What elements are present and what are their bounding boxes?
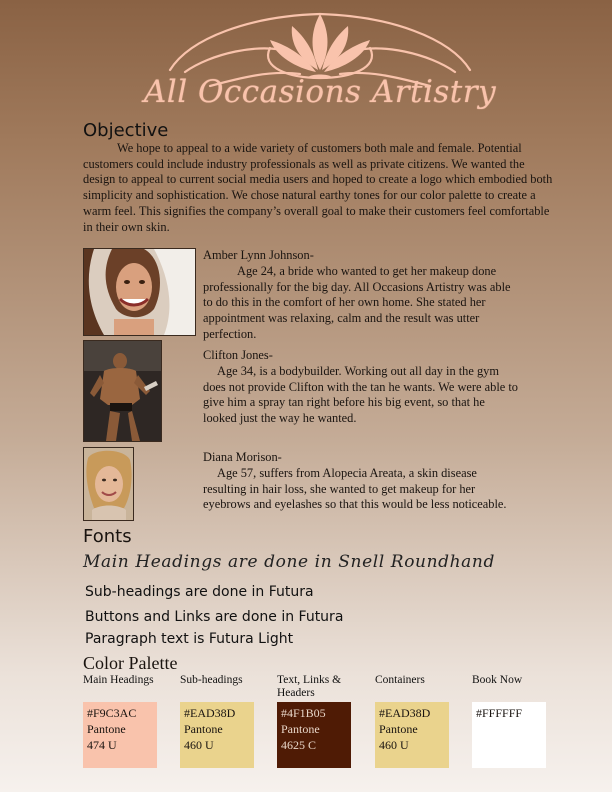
font-spec-buttons-links: Buttons and Links are done in Futura [85,609,344,625]
color-swatch [472,702,546,768]
testimonial-name: Diana Morison- [203,450,282,464]
swatch-label: Book Now [472,674,523,686]
swatch-code: 460 U [379,738,409,752]
swatch-hex: #FFFFFF [476,706,523,720]
woman-portrait-photo [83,447,134,521]
font-spec-main-headings: Main Headings are done in Snell Roundhand [83,552,495,572]
testimonial-name: Amber Lynn Johnson- [203,248,314,262]
objective-paragraph: We hope to appeal to a wide variety of customers both male and female. Potential customers could include industry professionals as well as private citizens. We wanted the design to appeal to current social media users and hoped to create a logo which embodied both simplicity and sophistication. We chose natural earthy tones for our color palette to create a warm feel. This signifies the company’s overall goal to make their customers feel comfortable in their own skin. [83,141,553,234]
color-swatch [83,702,157,768]
swatch-label: Text, Links & Headers [277,674,342,699]
testimonial-name: Clifton Jones- [203,348,273,362]
swatch-pantone: Pantone [281,722,320,736]
color-swatch [375,702,449,768]
color-palette-heading: Color Palette [83,653,178,673]
swatch-pantone: Pantone [87,722,126,736]
swatch-code: 460 U [184,738,214,752]
swatch-hex: #EAD38D [184,706,236,720]
font-spec-subheadings: Sub-headings are done in Futura [85,584,314,600]
logo-wordmark: All Occasions Artistry [143,74,497,110]
testimonial-text: Age 24, a bride who wanted to get her makeup done professionally for the big day. All Occasions Artistry was able to do this in the comfort of her own home. She stated her appointment was relaxing, calm and the result was utter perfection. [203,264,511,341]
swatch-label: Containers [375,674,425,686]
swatch-label: Main Headings [83,674,154,686]
swatch-hex: #4F1B05 [281,706,326,720]
bodybuilder-photo [83,340,162,442]
color-swatch [277,702,351,768]
swatch-pantone: Pantone [379,722,418,736]
swatch-pantone: Pantone [184,722,223,736]
swatch-code: 474 U [87,738,117,752]
testimonial-text: Age 34, is a bodybuilder. Working out all day in the gym does not provide Clifton with the tan he wants. We were able to give him a spray tan right before his big event, so that he looked just the way he wanted. [203,364,519,426]
objective-heading: Objective [83,120,169,141]
swatch-hex: #EAD38D [379,706,431,720]
fonts-heading: Fonts [83,526,132,547]
swatch-hex: #F9C3AC [87,706,137,720]
color-swatch [180,702,254,768]
swatch-code: 4625 C [281,738,317,752]
font-spec-paragraph: Paragraph text is Futura Light [85,631,294,647]
testimonial-text: Age 57, suffers from Alopecia Areata, a skin disease resulting in hair loss, she wanted to get makeup for her eyebrows and eyelashes so that this would be less noticeable. [203,466,507,512]
swatch-label: Sub-headings [180,674,243,686]
bride-photo [83,248,196,336]
